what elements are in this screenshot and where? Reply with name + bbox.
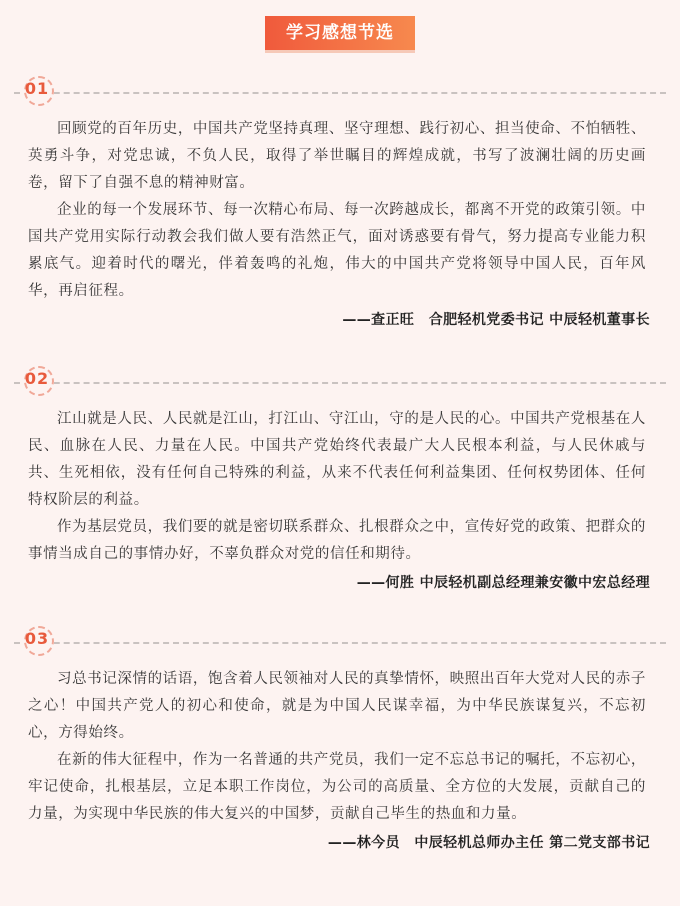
excerpt-body — [28, 406, 646, 568]
paragraph: 回顾党的百年历史，中国共产党坚持真理、坚守理想、践行初心、担当使命、不怕牺牲、英勇斗争，对党忠诚，不负人民，取得了举世瞩目的辉煌成就，书写了波澜壮阔的历史画卷，留下了自强不息的精神财富。 — [28, 121, 646, 191]
section-title-banner: 学习感想节选 — [265, 16, 415, 50]
author-signature: ——林今员 中辰轻机总师办主任 第二党支部书记 — [327, 835, 650, 851]
number-badge — [20, 76, 54, 106]
dashed-divider — [14, 92, 666, 94]
dashed-divider — [14, 642, 666, 644]
excerpt-section-3 — [0, 624, 680, 856]
excerpt-body — [28, 116, 646, 305]
section-number: 03 — [24, 629, 50, 648]
author-signature: ——何胜 中辰轻机副总经理兼安徽中宏总经理 — [356, 575, 650, 591]
excerpt-section-2 — [0, 364, 680, 596]
dashed-divider — [14, 382, 666, 384]
section-header — [0, 364, 680, 398]
excerpt-body — [28, 666, 646, 828]
excerpt-section-1 — [0, 74, 680, 333]
number-badge — [20, 626, 54, 656]
section-number: 01 — [24, 79, 50, 98]
paragraph: 在新的伟大征程中，作为一名普通的共产党员，我们一定不忘总书记的嘱托，不忘初心，牢记使命，扎根基层，立足本职工作岗位，为公司的高质量、全方位的大发展，贡献自己的力量，为实现中华民族的伟大复兴的中国梦，贡献自己毕生的热血和力量。 — [28, 752, 646, 822]
paragraph: 习总书记深情的话语，饱含着人民领袖对人民的真挚情怀，映照出百年大党对人民的赤子之心！中国共产党人的初心和使命，就是为中国人民谋幸福，为中华民族谋复兴，不忘初心，方得始终。 — [28, 671, 646, 741]
paragraph: 作为基层党员，我们要的就是密切联系群众、扎根群众之中，宣传好党的政策、把群众的事情当成自己的事情办好，不辜负群众对党的信任和期待。 — [28, 519, 646, 562]
paragraph: 江山就是人民、人民就是江山，打江山、守江山，守的是人民的心。中国共产党根基在人民、血脉在人民、力量在人民。中国共产党始终代表最广大人民根本利益，与人民休戚与共、生死相依，没有任何自己特殊的利益，从来不代表任何利益集团、任何权势团体、任何特权阶层的利益。 — [28, 411, 646, 508]
section-number: 02 — [24, 369, 50, 388]
author-signature: ——查正旺 合肥轻机党委书记 中辰轻机董事长 — [342, 312, 650, 328]
section-header — [0, 74, 680, 108]
section-header — [0, 624, 680, 658]
title-area — [0, 16, 680, 50]
paragraph: 企业的每一个发展环节、每一次精心布局、每一次跨越成长，都离不开党的政策引领。中国共产党用实际行动教会我们做人要有浩然正气，面对诱惑要有骨气，努力提高专业能力积累底气。迎着时代的曙光，伴着轰鸣的礼炮，伟大的中国共产党将领导中国人民，百年风华，再启征程。 — [28, 202, 646, 299]
number-badge — [20, 366, 54, 396]
